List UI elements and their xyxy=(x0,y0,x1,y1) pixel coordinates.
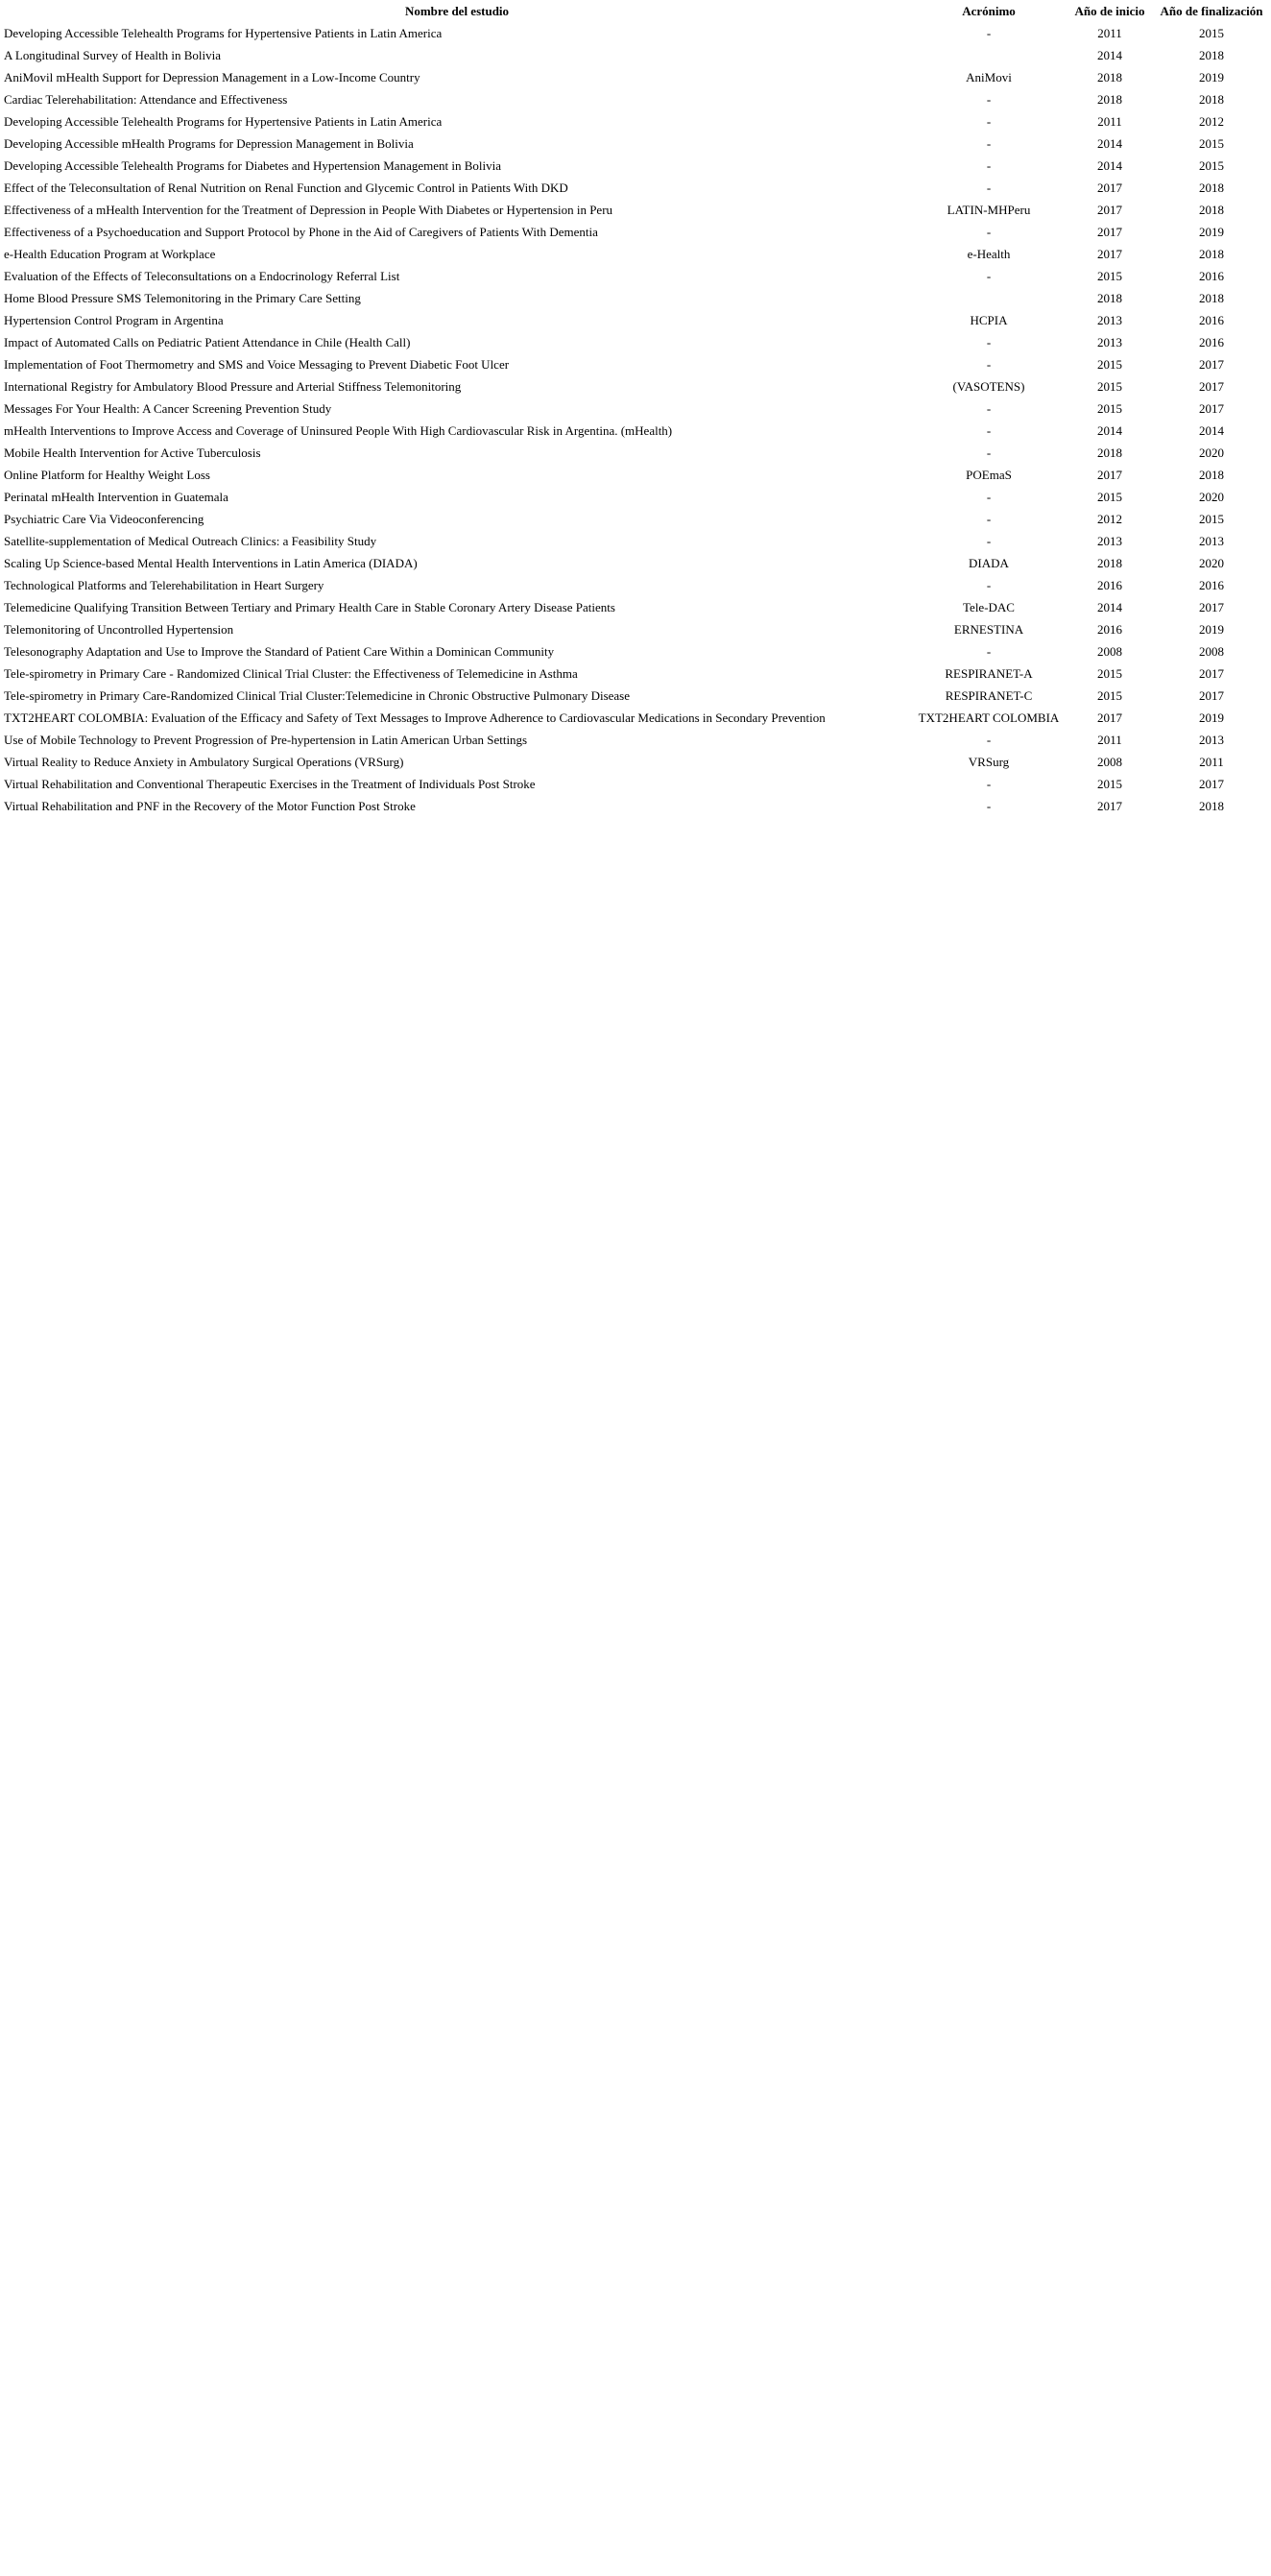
start-year-cell: 2017 xyxy=(1097,799,1122,813)
table-row xyxy=(0,662,1271,685)
end-year-cell: 2018 xyxy=(1199,181,1224,195)
table-row xyxy=(0,287,1271,309)
end-year-cell: 2016 xyxy=(1199,313,1224,327)
end-year-cell: 2017 xyxy=(1199,600,1224,614)
study-name-cell: Hypertension Control Program in Argentina xyxy=(4,313,224,327)
acronym-cell: HCPIA xyxy=(970,313,1008,327)
table-row xyxy=(0,596,1271,618)
start-year-cell: 2017 xyxy=(1097,225,1122,239)
table-row xyxy=(0,155,1271,177)
study-name-cell: A Longitudinal Survey of Health in Bolivia xyxy=(4,48,222,62)
table-row xyxy=(0,66,1271,88)
acronym-cell: Tele-DAC xyxy=(963,600,1015,614)
start-year-cell: 2015 xyxy=(1097,401,1122,416)
acronym-cell: ERNESTINA xyxy=(953,622,1024,637)
end-year-cell: 2019 xyxy=(1199,70,1224,84)
table-row xyxy=(0,685,1271,707)
table-row xyxy=(0,486,1271,508)
end-year-cell: 2018 xyxy=(1199,92,1224,107)
start-year-cell: 2008 xyxy=(1097,644,1122,659)
end-year-cell: 2018 xyxy=(1199,48,1224,62)
study-name-cell: Developing Accessible Telehealth Programs for Hypertensive Patients in Latin America xyxy=(4,114,443,129)
table-row xyxy=(0,397,1271,420)
study-name-cell: Impact of Automated Calls on Pediatric Patient Attendance in Chile (Health Call) xyxy=(4,335,411,349)
acronym-cell: - xyxy=(986,401,992,416)
end-year-cell: 2014 xyxy=(1199,423,1224,438)
end-year-cell: 2019 xyxy=(1199,710,1224,725)
end-year-cell: 2018 xyxy=(1199,468,1224,482)
studies-table xyxy=(0,0,1271,817)
table-row xyxy=(0,464,1271,486)
study-name-cell: Evaluation of the Effects of Teleconsultations on a Endocrinology Referral List xyxy=(4,269,400,283)
acronym-cell: - xyxy=(986,92,992,107)
study-name-cell: Messages For Your Health: A Cancer Screening Prevention Study xyxy=(4,401,332,416)
acronym-cell: TXT2HEART COLOMBIA xyxy=(918,710,1060,725)
acronym-cell: - xyxy=(986,578,992,592)
study-name-cell: mHealth Interventions to Improve Access and Coverage of Uninsured People With High Cardiovascular Risk in Argentina. (mHealth) xyxy=(4,423,673,438)
acronym-cell: RESPIRANET-C xyxy=(945,688,1033,703)
acronym-cell: - xyxy=(986,114,992,129)
start-year-cell: 2016 xyxy=(1097,578,1122,592)
table-row xyxy=(0,420,1271,442)
end-year-cell: 2020 xyxy=(1199,556,1224,570)
start-year-cell: 2018 xyxy=(1097,445,1122,460)
study-name-cell: Perinatal mHealth Intervention in Guatemala xyxy=(4,490,228,504)
end-year-cell: 2013 xyxy=(1199,733,1224,747)
table-row xyxy=(0,751,1271,773)
acronym-cell: - xyxy=(986,158,992,173)
acronym-cell: - xyxy=(986,357,992,372)
acronym-cell: POEmaS xyxy=(966,468,1012,482)
acronym-cell: VRSurg xyxy=(968,755,1010,769)
acronym-cell: - xyxy=(986,445,992,460)
acronym-cell: - xyxy=(986,490,992,504)
acronym-cell: - xyxy=(986,225,992,239)
acronym-cell: - xyxy=(986,644,992,659)
acronym-cell: DIADA xyxy=(969,556,1009,570)
study-name-cell: Effectiveness of a Psychoeducation and Support Protocol by Phone in the Aid of Caregivers of Patients With Dementia xyxy=(4,225,598,239)
start-year-cell: 2011 xyxy=(1097,733,1122,747)
start-year-cell: 2014 xyxy=(1097,158,1122,173)
study-name-cell: Satellite-supplementation of Medical Outreach Clinics: a Feasibility Study xyxy=(4,534,377,548)
start-year-cell: 2017 xyxy=(1097,710,1122,725)
table-row xyxy=(0,729,1271,751)
acronym-cell: - xyxy=(986,136,992,151)
end-year-cell: 2019 xyxy=(1199,225,1224,239)
study-name-cell: TXT2HEART COLOMBIA: Evaluation of the Efficacy and Safety of Text Messages to Improve Adherence to Cardiovascular Medications in Secondary Prevention xyxy=(4,710,826,725)
start-year-cell: 2015 xyxy=(1097,269,1122,283)
end-year-cell: 2017 xyxy=(1199,401,1224,416)
study-name-cell: Telemedicine Qualifying Transition Between Tertiary and Primary Health Care in Stable Coronary Artery Disease Patients xyxy=(4,600,615,614)
start-year-cell: 2014 xyxy=(1097,600,1122,614)
start-year-cell: 2014 xyxy=(1097,48,1122,62)
start-year-cell: 2017 xyxy=(1097,181,1122,195)
study-name-cell: Home Blood Pressure SMS Telemonitoring in the Primary Care Setting xyxy=(4,291,361,305)
study-name-cell: Psychiatric Care Via Videoconferencing xyxy=(4,512,204,526)
start-year-cell: 2018 xyxy=(1097,92,1122,107)
study-name-cell: International Registry for Ambulatory Blood Pressure and Arterial Stiffness Telemonitoring xyxy=(4,379,462,394)
start-year-cell: 2015 xyxy=(1097,777,1122,791)
end-year-cell: 2012 xyxy=(1199,114,1224,129)
end-year-cell: 2017 xyxy=(1199,777,1224,791)
table-row xyxy=(0,530,1271,552)
study-name-cell: Technological Platforms and Telerehabilitation in Heart Surgery xyxy=(4,578,324,592)
acronym-cell: - xyxy=(986,799,992,813)
study-name-cell: Developing Accessible Telehealth Programs for Diabetes and Hypertension Management in Bolivia xyxy=(4,158,501,173)
study-name-cell: Developing Accessible mHealth Programs for Depression Management in Bolivia xyxy=(4,136,414,151)
table-row xyxy=(0,707,1271,729)
table-row xyxy=(0,375,1271,397)
table-row xyxy=(0,132,1271,155)
end-year-cell: 2017 xyxy=(1199,666,1224,681)
start-year-cell: 2018 xyxy=(1097,70,1122,84)
study-name-cell: Scaling Up Science-based Mental Health Interventions in Latin America (DIADA) xyxy=(4,556,418,570)
study-name-cell: Use of Mobile Technology to Prevent Progression of Pre-hypertension in Latin American Urban Settings xyxy=(4,733,528,747)
acronym-cell: - xyxy=(986,423,992,438)
table-row xyxy=(0,442,1271,464)
start-year-cell: 2014 xyxy=(1097,423,1122,438)
acronym-cell: LATIN-MHPeru xyxy=(947,203,1031,217)
table-row xyxy=(0,353,1271,375)
table-row xyxy=(0,221,1271,243)
table-row xyxy=(0,552,1271,574)
start-year-cell: 2015 xyxy=(1097,688,1122,703)
study-name-cell: Telesonography Adaptation and Use to Improve the Standard of Patient Care Within a Dominican Community xyxy=(4,644,555,659)
table-row xyxy=(0,795,1271,817)
table-row xyxy=(0,574,1271,596)
study-name-cell: Tele-spirometry in Primary Care - Randomized Clinical Trial Cluster: the Effectiveness of Telemedicine in Asthma xyxy=(4,666,578,681)
start-year-cell: 2011 xyxy=(1097,26,1122,40)
acronym-cell: - xyxy=(986,777,992,791)
end-year-cell: 2018 xyxy=(1199,203,1224,217)
table-row xyxy=(0,265,1271,287)
table-row xyxy=(0,243,1271,265)
acronym-cell: e-Health xyxy=(967,247,1011,261)
acronym-cell: AniMovi xyxy=(966,70,1012,84)
acronym-cell: - xyxy=(986,26,992,40)
header-start-year: Año de inicio xyxy=(1074,4,1145,18)
start-year-cell: 2015 xyxy=(1097,357,1122,372)
end-year-cell: 2016 xyxy=(1199,335,1224,349)
start-year-cell: 2017 xyxy=(1097,468,1122,482)
end-year-cell: 2015 xyxy=(1199,26,1224,40)
acronym-cell: RESPIRANET-A xyxy=(945,666,1033,681)
end-year-cell: 2017 xyxy=(1199,357,1224,372)
acronym-cell: (VASOTENS) xyxy=(952,379,1025,394)
study-name-cell: AniMovil mHealth Support for Depression Management in a Low-Income Country xyxy=(4,70,420,84)
study-name-cell: Implementation of Foot Thermometry and SMS and Voice Messaging to Prevent Diabetic Foot Ulcer xyxy=(4,357,510,372)
study-name-cell: Telemonitoring of Uncontrolled Hypertension xyxy=(4,622,234,637)
table-row xyxy=(0,88,1271,110)
study-name-cell: Virtual Reality to Reduce Anxiety in Ambulatory Surgical Operations (VRSurg) xyxy=(4,755,404,769)
end-year-cell: 2015 xyxy=(1199,136,1224,151)
acronym-cell: - xyxy=(986,335,992,349)
start-year-cell: 2013 xyxy=(1097,313,1122,327)
end-year-cell: 2011 xyxy=(1199,755,1224,769)
acronym-cell: - xyxy=(986,733,992,747)
start-year-cell: 2016 xyxy=(1097,622,1122,637)
table-row xyxy=(0,640,1271,662)
end-year-cell: 2020 xyxy=(1199,490,1224,504)
start-year-cell: 2018 xyxy=(1097,291,1122,305)
table-row xyxy=(0,773,1271,795)
end-year-cell: 2013 xyxy=(1199,534,1224,548)
start-year-cell: 2008 xyxy=(1097,755,1122,769)
end-year-cell: 2018 xyxy=(1199,247,1224,261)
end-year-cell: 2019 xyxy=(1199,622,1224,637)
start-year-cell: 2018 xyxy=(1097,556,1122,570)
study-name-cell: Effect of the Teleconsultation of Renal Nutrition on Renal Function and Glycemic Control in Patients With DKD xyxy=(4,181,568,195)
study-name-cell: Cardiac Telerehabilitation: Attendance and Effectiveness xyxy=(4,92,288,107)
study-name-cell: Virtual Rehabilitation and PNF in the Recovery of the Motor Function Post Stroke xyxy=(4,799,416,813)
start-year-cell: 2017 xyxy=(1097,203,1122,217)
start-year-cell: 2017 xyxy=(1097,247,1122,261)
end-year-cell: 2017 xyxy=(1199,688,1224,703)
study-name-cell: Online Platform for Healthy Weight Loss xyxy=(4,468,210,482)
table-row xyxy=(0,199,1271,221)
start-year-cell: 2015 xyxy=(1097,379,1122,394)
study-name-cell: Mobile Health Intervention for Active Tuberculosis xyxy=(4,445,261,460)
end-year-cell: 2017 xyxy=(1199,379,1224,394)
study-name-cell: Effectiveness of a mHealth Intervention for the Treatment of Depression in People With Diabetes or Hypertension in Peru xyxy=(4,203,613,217)
study-name-cell: e-Health Education Program at Workplace xyxy=(4,247,216,261)
acronym-cell: - xyxy=(986,534,992,548)
end-year-cell: 2008 xyxy=(1199,644,1224,659)
table-row xyxy=(0,331,1271,353)
header-acronym: Acrónimo xyxy=(962,4,1016,18)
start-year-cell: 2013 xyxy=(1097,534,1122,548)
end-year-cell: 2015 xyxy=(1199,158,1224,173)
table-row xyxy=(0,508,1271,530)
acronym-cell xyxy=(910,44,1067,66)
table-row xyxy=(0,44,1271,66)
start-year-cell: 2012 xyxy=(1097,512,1122,526)
start-year-cell: 2014 xyxy=(1097,136,1122,151)
start-year-cell: 2011 xyxy=(1097,114,1122,129)
acronym-cell xyxy=(910,287,1067,309)
header-row xyxy=(0,0,1271,22)
end-year-cell: 2018 xyxy=(1199,291,1224,305)
table-row xyxy=(0,309,1271,331)
study-name-cell: Developing Accessible Telehealth Programs for Hypertensive Patients in Latin America xyxy=(4,26,443,40)
end-year-cell: 2016 xyxy=(1199,269,1224,283)
end-year-cell: 2016 xyxy=(1199,578,1224,592)
end-year-cell: 2015 xyxy=(1199,512,1224,526)
table-row xyxy=(0,22,1271,44)
acronym-cell: - xyxy=(986,269,992,283)
end-year-cell: 2018 xyxy=(1199,799,1224,813)
end-year-cell: 2020 xyxy=(1199,445,1224,460)
acronym-cell: - xyxy=(986,512,992,526)
table-row xyxy=(0,177,1271,199)
header-study-name: Nombre del estudio xyxy=(404,4,510,18)
acronym-cell: - xyxy=(986,181,992,195)
study-name-cell: Tele-spirometry in Primary Care-Randomized Clinical Trial Cluster:Telemedicine in Chronic Obstructive Pulmonary Disease xyxy=(4,688,631,703)
header-end-year: Año de finalización xyxy=(1160,4,1263,18)
table-row xyxy=(0,618,1271,640)
table-row xyxy=(0,110,1271,132)
start-year-cell: 2015 xyxy=(1097,666,1122,681)
start-year-cell: 2013 xyxy=(1097,335,1122,349)
start-year-cell: 2015 xyxy=(1097,490,1122,504)
study-name-cell: Virtual Rehabilitation and Conventional Therapeutic Exercises in the Treatment of Individuals Post Stroke xyxy=(4,777,536,791)
